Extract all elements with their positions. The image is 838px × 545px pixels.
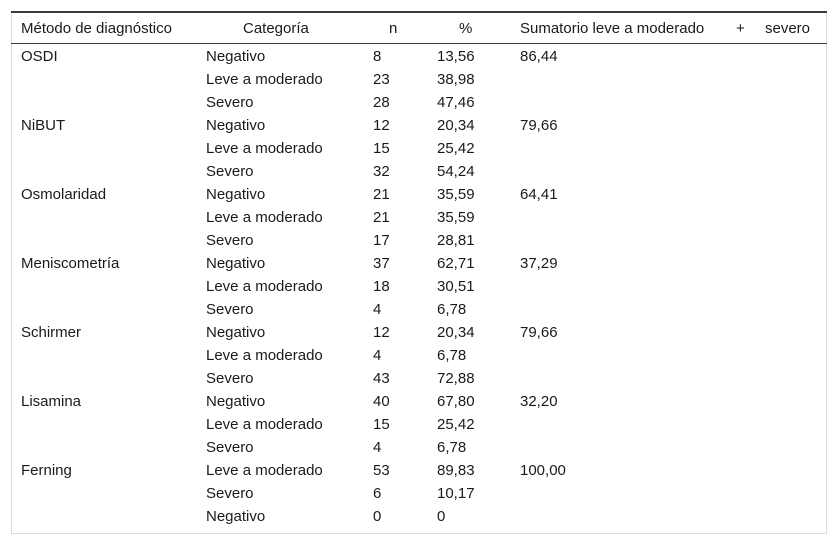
cell-n: 12 [373,117,390,134]
cell-n: 37 [373,255,390,272]
cell-n: 28 [373,94,390,111]
cell-percent: 6,78 [437,347,467,364]
header-percent: % [459,20,473,37]
cell-percent: 6,78 [437,439,467,456]
cell-n: 53 [373,462,390,479]
cell-categoria: Severo [206,370,254,387]
cell-n: 17 [373,232,390,249]
cell-percent: 47,46 [437,94,475,111]
cell-categoria: Negativo [206,393,266,410]
cell-n: 21 [373,209,390,226]
cell-sumatorio: 37,29 [520,255,558,272]
table-frame [11,11,827,534]
cell-percent: 13,56 [437,48,475,65]
cell-n: 4 [373,347,382,364]
cell-percent: 72,88 [437,370,475,387]
cell-metodo: NiBUT [21,117,66,134]
cell-categoria: Leve a moderado [206,140,323,157]
cell-metodo: Ferning [21,462,72,479]
cell-categoria: Negativo [206,186,266,203]
cell-n: 15 [373,140,390,157]
cell-n: 15 [373,416,390,433]
cell-n: 32 [373,163,390,180]
cell-metodo: OSDI [21,48,58,65]
cell-metodo: Meniscometría [21,255,120,272]
cell-categoria: Severo [206,301,254,318]
cell-n: 6 [373,485,382,502]
cell-categoria: Severo [206,94,254,111]
cell-n: 18 [373,278,390,295]
cell-metodo: Lisamina [21,393,82,410]
cell-categoria: Severo [206,485,254,502]
cell-metodo: Schirmer [21,324,82,341]
header-severo: severo [765,20,811,37]
header-plus: + [736,20,745,37]
cell-percent: 38,98 [437,71,475,88]
cell-percent: 30,51 [437,278,475,295]
cell-percent: 25,42 [437,416,475,433]
cell-n: 4 [373,301,382,318]
cell-percent: 6,78 [437,301,467,318]
cell-categoria: Negativo [206,117,266,134]
cell-percent: 20,34 [437,117,475,134]
cell-categoria: Leve a moderado [206,278,323,295]
cell-sumatorio: 79,66 [520,324,558,341]
cell-categoria: Leve a moderado [206,416,323,433]
cell-n: 23 [373,71,390,88]
cell-sumatorio: 86,44 [520,48,558,65]
cell-n: 43 [373,370,390,387]
cell-sumatorio: 64,41 [520,186,558,203]
cell-percent: 28,81 [437,232,475,249]
cell-percent: 25,42 [437,140,475,157]
cell-n: 8 [373,48,382,65]
cell-sumatorio: 79,66 [520,117,558,134]
cell-categoria: Leve a moderado [206,347,323,364]
cell-percent: 10,17 [437,485,475,502]
cell-categoria: Leve a moderado [206,462,323,479]
cell-percent: 89,83 [437,462,475,479]
cell-percent: 35,59 [437,209,475,226]
cell-n: 12 [373,324,390,341]
cell-n: 0 [373,508,382,525]
cell-percent: 54,24 [437,163,475,180]
header-n: n [389,20,398,37]
header-categoria: Categoría [243,20,309,37]
cell-categoria: Negativo [206,508,266,525]
header-sumatorio: Sumatorio leve a moderado [520,20,705,37]
cell-percent: 20,34 [437,324,475,341]
cell-categoria: Negativo [206,324,266,341]
cell-categoria: Leve a moderado [206,71,323,88]
cell-percent: 0 [437,508,446,525]
cell-n: 40 [373,393,390,410]
cell-categoria: Negativo [206,255,266,272]
cell-percent: 62,71 [437,255,475,272]
cell-percent: 67,80 [437,393,475,410]
cell-categoria: Leve a moderado [206,209,323,226]
cell-metodo: Osmolaridad [21,186,107,203]
cell-n: 4 [373,439,382,456]
cell-percent: 35,59 [437,186,475,203]
header-metodo: Método de diagnóstico [21,20,172,37]
cell-categoria: Severo [206,163,254,180]
cell-categoria: Severo [206,232,254,249]
cell-categoria: Negativo [206,48,266,65]
cell-n: 21 [373,186,390,203]
cell-sumatorio: 32,20 [520,393,558,410]
cell-sumatorio: 100,00 [520,462,566,479]
cell-categoria: Severo [206,439,254,456]
